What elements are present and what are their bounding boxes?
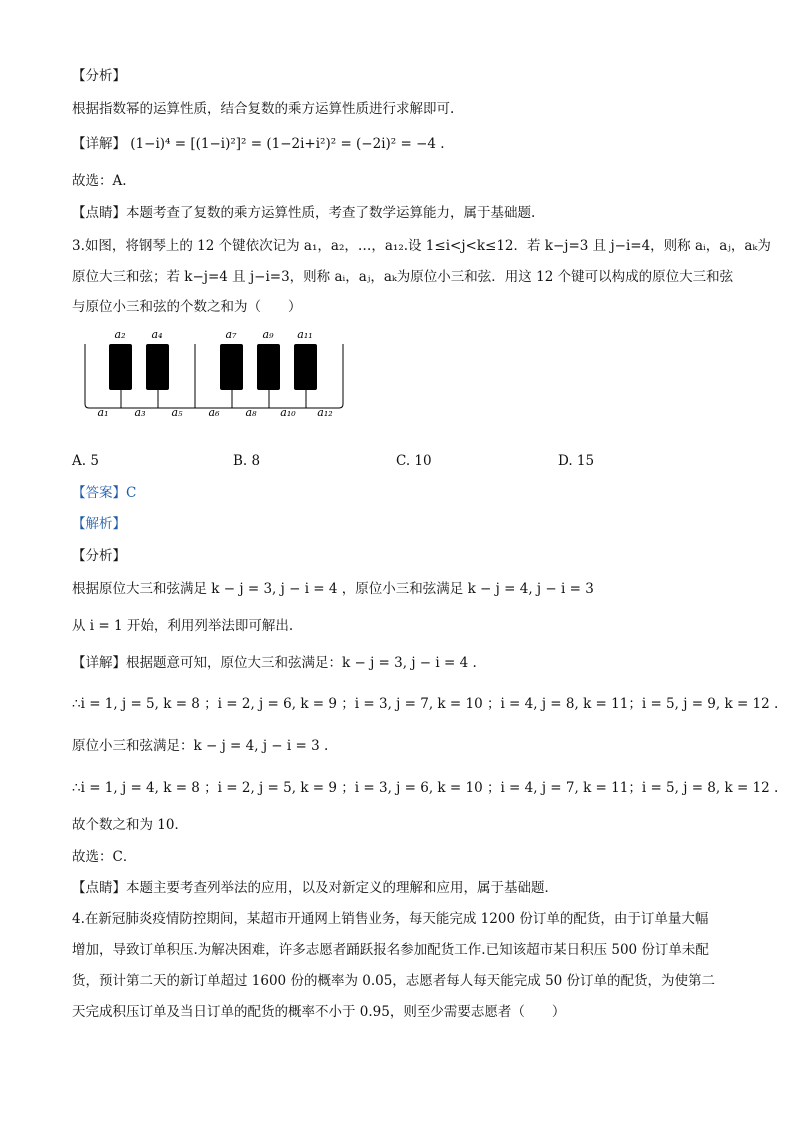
analysis-heading: 【分析】 [72, 68, 126, 84]
question3-line1: 3.如图，将钢琴上的 12 个键依次记为 a₁，a₂，…，a₁₂.设 1≤i<j<k≤12．若 k−j=3 且 j−i=4，则称 aᵢ，aⱼ，aₖ为 [72, 238, 771, 254]
choice-line: 故选：A. [72, 173, 127, 189]
total-line: 故个数之和为 10． [72, 817, 188, 833]
white-key-label: a₅ [171, 406, 183, 419]
question4-line4: 天完成积压订单及当日订单的配货的概率不小于 0.95，则至少需要志愿者（ ） [72, 1004, 566, 1020]
analysis-text: 从 i = 1 开始，利用列举法即可解出. [72, 618, 294, 634]
black-keys [109, 344, 317, 390]
black-key-label: a₉ [262, 328, 274, 341]
question4-line1: 4.在新冠肺炎疫情防控期间，某超市开通网上销售业务，每天能完成 1200 份订单的配货，由于订单量大幅 [72, 911, 709, 927]
black-key-label: a₁₁ [297, 328, 313, 341]
white-key-label: a₁ [97, 406, 109, 419]
detail-line: 【详解】根据题意可知，原位大三和弦满足：k − j = 3, j − i = 4 . [72, 655, 477, 671]
black-key-label: a₄ [151, 328, 163, 341]
question3-line3: 与原位小三和弦的个数之和为（ ） [72, 299, 302, 315]
minor-chord-condition: 原位小三和弦满足：k − j = 4, j − i = 3 . [72, 738, 329, 754]
analysis-heading: 【分析】 [72, 548, 126, 564]
piano-keyboard-figure [84, 326, 348, 419]
choice-line: 故选：C． [72, 849, 137, 865]
white-key-label: a₈ [245, 406, 257, 419]
minor-chord-list: ∴i = 1, j = 4, k = 8 ；i = 2, j = 5, k = 9 ；i = 3, j = 6, k = 10 ；i = 4, j = 7, k = 11；i = 5, j = 8, k = 12 . [72, 780, 779, 796]
question3-line2: 原位大三和弦；若 k−j=4 且 j−i=3，则称 aᵢ，aⱼ，aₖ为原位小三和弦．用这 12 个键可以构成的原位大三和弦 [72, 269, 734, 285]
black-key-label: a₇ [225, 328, 237, 341]
option-c: C. 10 [396, 453, 432, 469]
option-b: B. 8 [233, 453, 261, 469]
question4-line2: 增加，导致订单积压.为解决困难，许多志愿者踊跃报名参加配货工作.已知该超市某日积压 500 份订单未配 [72, 942, 709, 958]
black-key-label: a₂ [114, 328, 126, 341]
white-key-label: a₁₂ [317, 406, 333, 419]
detail-equation: 【详解】 (1−i)⁴ = [(1−i)²]² = (1−2i+i²)² = (−2i)² = −4 . [72, 136, 445, 152]
white-key-label: a₃ [134, 406, 146, 419]
option-d: D. 15 [558, 453, 595, 469]
comment-line: 【点睛】本题主要考查列举法的应用，以及对新定义的理解和应用，属于基础题． [72, 880, 558, 896]
answer-heading: 【答案】C [72, 485, 137, 501]
question4-line3: 货，预计第二天的新订单超过 1600 份的概率为 0.05，志愿者每人每天能完成 50 份订单的配货，为使第二 [72, 973, 716, 989]
white-key-label: a₆ [208, 406, 220, 419]
analysis-text: 根据指数幂的运算性质，结合复数的乘方运算性质进行求解即可. [72, 101, 455, 117]
analysis-text: 根据原位大三和弦满足 k − j = 3, j − i = 4 ，原位小三和弦满足 k − j = 4, j − i = 3 [72, 581, 594, 597]
major-chord-list: ∴i = 1, j = 5, k = 8 ；i = 2, j = 6, k = 9 ；i = 3, j = 7, k = 10 ；i = 4, j = 8, k = 11；i = 5, j = 9, k = 12 . [72, 696, 779, 712]
option-a: A. 5 [72, 453, 99, 469]
comment-line: 【点睛】本题考查了复数的乘方运算性质，考查了数学运算能力，属于基础题. [72, 205, 536, 221]
white-key-label: a₁₀ [280, 406, 296, 419]
solution-heading: 【解析】 [72, 516, 126, 532]
